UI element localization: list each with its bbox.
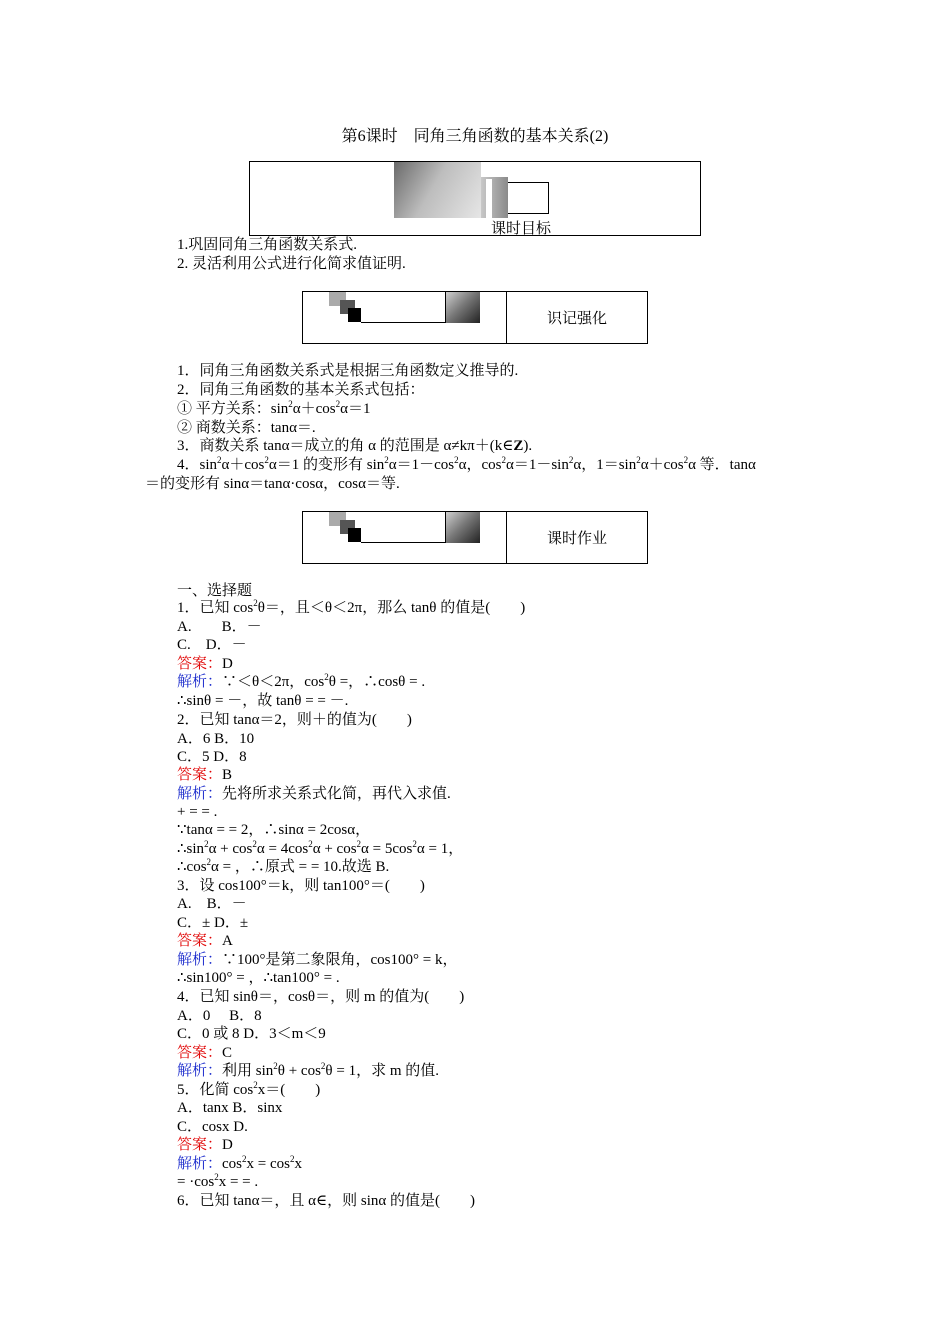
homework-heading: 课时作业 xyxy=(546,530,607,547)
q3-analysis: 解析：∵100°是第二象限角，cos100° = k， xyxy=(177,952,458,968)
q3-options-ab: A. B．－ xyxy=(177,896,247,912)
goal-item-2: 2. 灵活利用公式进行化简求值证明. xyxy=(177,256,406,272)
memory-line-6: 4．$\sin^2\alpha+\cos^2\alpha=1$ 的变形有 $\sin^2\alpha=1-\cos^2\alpha$，$\cos^2\alpha=1-\sin^2\alpha$，$1=\sin^2\alpha+\cos^2\alpha$ 等．tanα xyxy=(177,455,756,473)
q5-options-cd: C．cosx D. xyxy=(177,1119,248,1135)
goals-heading: 课时目标 xyxy=(491,220,552,237)
question-2: 2．已知 tanα＝2，则＋的值为( ) xyxy=(177,712,412,728)
question-5: 5．化简 $\cos^2x=$( ) xyxy=(177,1080,321,1098)
q4-analysis: 解析：利用 $\sin^2\theta + \cos^2\theta = 1$，求 m 的值. xyxy=(177,1061,439,1079)
q5-analysis: 解析：$\cos^2x = \cos^2x$ xyxy=(177,1154,302,1172)
memory-line-5: 3．商数关系 tanα＝成立的角 α 的范围是 α≠kπ＋(k∈Z). xyxy=(177,438,533,454)
q2-analysis-3: ∵tanα = = 2，∴sinα = 2cosα， xyxy=(177,822,371,838)
q3-options-cd: C．± D．± xyxy=(177,915,249,931)
question-1: 1．已知 $\cos^2\theta=$，且＜θ＜2π，那么 tanθ 的值是( ) xyxy=(177,598,526,616)
q4-options-cd: C．0 或 8 D．3＜m＜9 xyxy=(177,1026,326,1042)
q5-analysis-2: = $\cdot\cos^2x$ = = . xyxy=(177,1172,259,1190)
memory-line-1: 1．同角三角函数关系式是根据三角函数定义推导的. xyxy=(177,363,519,379)
memory-line-3: ① 平方关系：$\sin^2\alpha+\cos^2\alpha=1$ xyxy=(177,399,371,417)
q2-answer: 答案：B xyxy=(177,767,233,783)
q1-answer: 答案：D xyxy=(177,656,233,672)
question-3: 3．设 cos100°＝k，则 tan100°＝( ) xyxy=(177,878,425,894)
goal-item-1: 1.巩固同角三角函数关系式. xyxy=(177,237,358,253)
goals-banner xyxy=(249,161,701,236)
q5-answer: 答案：D xyxy=(177,1137,233,1153)
banner-decoration-image xyxy=(394,162,508,218)
q2-analysis-2: + = = . xyxy=(177,804,218,820)
q4-answer: 答案：C xyxy=(177,1045,233,1061)
memory-banner xyxy=(302,291,648,344)
page-title: 第6课时 同角三角函数的基本关系(2) xyxy=(341,128,609,145)
q4-options-ab: A．0 B．8 xyxy=(177,1008,262,1024)
memory-line-7: ＝的变形有 sinα＝tanα·cosα，cosα＝等. xyxy=(145,476,400,492)
q3-answer: 答案：A xyxy=(177,933,233,949)
q2-options-cd: C．5 D．8 xyxy=(177,749,247,765)
q1-analysis: 解析：∵＜θ＜2π，$\cos^2\theta$ =，∴cosθ = . xyxy=(177,672,426,690)
q1-options-cd: C. D．－ xyxy=(177,637,247,653)
section-heading: 一、选择题 xyxy=(177,583,253,599)
banner-frame xyxy=(508,182,549,214)
memory-line-4: ② 商数关系：tanα＝. xyxy=(177,420,316,436)
pen-icon xyxy=(446,512,480,543)
q2-analysis: 解析：先将所求关系式化简，再代入求值. xyxy=(177,786,451,802)
pen-icon xyxy=(446,292,480,323)
q2-options-ab: A．6 B．10 xyxy=(177,731,255,747)
question-6: 6．已知 tanα＝，且 α∈，则 sinα 的值是( ) xyxy=(177,1193,476,1209)
q2-analysis-5: $\therefore\cos^2\alpha$ = ，∴原式 = = 10.故选 B. xyxy=(177,857,390,875)
question-4: 4．已知 sinθ＝，cosθ＝，则 m 的值为( ) xyxy=(177,989,465,1005)
q1-analysis-2: ∴sinθ = －，故 tanθ = = －. xyxy=(177,693,349,709)
q3-analysis-2: ∴sin100° = ，∴tan100° = . xyxy=(177,970,340,986)
q5-options-ab: A．tanx B．sinx xyxy=(177,1100,283,1116)
q2-analysis-4: $\therefore\sin^2\alpha + \cos^2\alpha = 4\cos^2\alpha + \cos^2\alpha = 5\cos^2\alpha = 1$， xyxy=(177,839,464,857)
memory-heading: 识记强化 xyxy=(546,310,607,327)
memory-line-2: 2．同角三角函数的基本关系式包括： xyxy=(177,382,425,398)
homework-banner xyxy=(302,511,648,564)
q1-options-ab: A. B．－ xyxy=(177,619,262,635)
